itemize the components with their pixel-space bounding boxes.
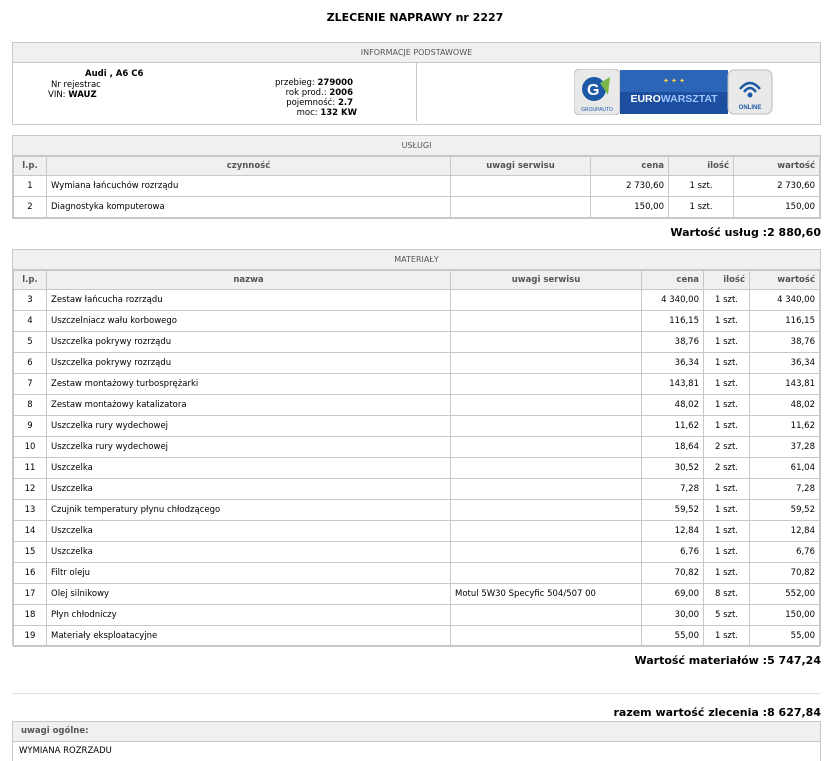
materials-total bbox=[635, 654, 822, 667]
euro-text: EURO bbox=[630, 93, 661, 105]
row-lp: 3 bbox=[14, 290, 47, 311]
row-price: 59,52 bbox=[642, 500, 704, 521]
row-name: Uszczelka bbox=[47, 542, 451, 563]
row-price: 12,84 bbox=[642, 521, 704, 542]
mileage-value: 279000 bbox=[317, 78, 353, 88]
row-lp: 18 bbox=[14, 605, 47, 626]
service-row bbox=[14, 176, 820, 197]
row-note bbox=[451, 500, 642, 521]
row-price: 2 730,60 bbox=[591, 176, 669, 197]
row-note bbox=[451, 542, 642, 563]
row-name: Filtr oleju bbox=[47, 563, 451, 584]
row-price: 150,00 bbox=[591, 197, 669, 218]
row-value: 48,02 bbox=[750, 395, 820, 416]
material-row bbox=[14, 416, 820, 437]
row-value: 552,00 bbox=[750, 584, 820, 605]
power-value: 132 KW bbox=[320, 108, 357, 118]
row-name: Zestaw montażowy katalizatora bbox=[47, 395, 451, 416]
row-qty: 1 szt. bbox=[704, 353, 750, 374]
row-note bbox=[451, 521, 642, 542]
row-note: Motul 5W30 Specyfic 504/507 00 bbox=[451, 584, 642, 605]
divider bbox=[12, 693, 821, 694]
col-qty: ilość bbox=[704, 271, 750, 290]
material-row bbox=[14, 626, 820, 647]
order-total-label: razem wartość zlecenia : bbox=[613, 706, 768, 719]
row-qty: 5 szt. bbox=[704, 605, 750, 626]
col-price: cena bbox=[591, 157, 669, 176]
row-value: 2 730,60 bbox=[734, 176, 820, 197]
row-price: 30,00 bbox=[642, 605, 704, 626]
row-price: 6,76 bbox=[642, 542, 704, 563]
row-name: Płyn chłodniczy bbox=[47, 605, 451, 626]
row-price: 36,34 bbox=[642, 353, 704, 374]
row-lp: 16 bbox=[14, 563, 47, 584]
row-lp: 19 bbox=[14, 626, 47, 647]
services-header: USŁUGI bbox=[13, 136, 820, 156]
svg-text:G: G bbox=[587, 82, 600, 99]
row-value: 11,62 bbox=[750, 416, 820, 437]
row-note bbox=[451, 197, 591, 218]
row-price: 18,64 bbox=[642, 437, 704, 458]
row-name: Uszczelka bbox=[47, 479, 451, 500]
groupauto-text: GROUPAUTO bbox=[581, 107, 613, 113]
row-note bbox=[451, 395, 642, 416]
notes-section bbox=[12, 721, 821, 761]
vehicle-info bbox=[13, 63, 417, 121]
row-value: 59,52 bbox=[750, 500, 820, 521]
col-value: wartość bbox=[734, 157, 820, 176]
row-qty: 2 szt. bbox=[704, 437, 750, 458]
materials-total-value: 5 747,24 bbox=[767, 654, 821, 667]
row-value: 150,00 bbox=[734, 197, 820, 218]
row-value: 36,34 bbox=[750, 353, 820, 374]
row-value: 70,82 bbox=[750, 563, 820, 584]
mileage-row bbox=[275, 78, 353, 88]
year-label: rok prod.: bbox=[285, 88, 327, 98]
year-value: 2006 bbox=[329, 88, 353, 98]
row-qty: 1 szt. bbox=[704, 500, 750, 521]
material-row bbox=[14, 374, 820, 395]
row-note bbox=[451, 290, 642, 311]
row-lp: 2 bbox=[14, 197, 47, 218]
row-value: 4 340,00 bbox=[750, 290, 820, 311]
eurowarsztat-text bbox=[630, 93, 718, 105]
row-qty: 1 szt. bbox=[704, 416, 750, 437]
services-table bbox=[13, 156, 820, 218]
materials-total-label: Wartość materiałów : bbox=[634, 654, 768, 667]
row-note bbox=[451, 353, 642, 374]
row-qty: 1 szt. bbox=[704, 311, 750, 332]
mileage-label: przebieg: bbox=[274, 78, 315, 88]
row-value: 37,28 bbox=[750, 437, 820, 458]
row-qty: 1 szt. bbox=[704, 332, 750, 353]
row-name: Uszczelka rury wydechowej bbox=[47, 416, 451, 437]
row-name: Olej silnikowy bbox=[47, 584, 451, 605]
services-total-value: 2 880,60 bbox=[767, 226, 821, 239]
row-qty: 1 szt. bbox=[704, 521, 750, 542]
row-name: Materiały eksploatacyjne bbox=[47, 626, 451, 647]
row-qty: 1 szt. bbox=[704, 626, 750, 647]
row-lp: 5 bbox=[14, 332, 47, 353]
row-lp: 4 bbox=[14, 311, 47, 332]
material-row bbox=[14, 500, 820, 521]
row-note bbox=[451, 176, 591, 197]
material-row bbox=[14, 353, 820, 374]
material-row bbox=[14, 605, 820, 626]
row-qty: 1 szt. bbox=[704, 479, 750, 500]
car-model: Audi , A6 C6 bbox=[85, 69, 144, 79]
service-row bbox=[14, 197, 820, 218]
material-row bbox=[14, 584, 820, 605]
services-section bbox=[12, 135, 821, 219]
services-total bbox=[670, 226, 821, 239]
row-lp: 14 bbox=[14, 521, 47, 542]
row-lp: 7 bbox=[14, 374, 47, 395]
capacity-row bbox=[286, 98, 353, 108]
svg-text:✦ ✦ ✦: ✦ ✦ ✦ bbox=[662, 77, 686, 85]
col-value: wartość bbox=[750, 271, 820, 290]
notes-label: uwagi ogólne: bbox=[13, 722, 820, 742]
row-name: Uszczelniacz wału korbowego bbox=[47, 311, 451, 332]
material-row bbox=[14, 437, 820, 458]
year-row bbox=[286, 88, 353, 98]
row-note bbox=[451, 458, 642, 479]
row-note bbox=[451, 563, 642, 584]
materials-section bbox=[12, 249, 821, 646]
row-lp: 9 bbox=[14, 416, 47, 437]
vin-label: VIN: bbox=[48, 90, 66, 100]
row-qty: 1 szt. bbox=[669, 197, 734, 218]
row-note bbox=[451, 626, 642, 647]
row-price: 4 340,00 bbox=[642, 290, 704, 311]
col-note: uwagi serwisu bbox=[451, 271, 642, 290]
row-name: Uszczelka bbox=[47, 521, 451, 542]
row-note bbox=[451, 416, 642, 437]
material-row bbox=[14, 521, 820, 542]
row-value: 55,00 bbox=[750, 626, 820, 647]
row-lp: 8 bbox=[14, 395, 47, 416]
material-row bbox=[14, 542, 820, 563]
page-title: ZLECENIE NAPRAWY nr 2227 bbox=[326, 11, 504, 24]
row-note bbox=[451, 374, 642, 395]
capacity-value: 2.7 bbox=[337, 98, 353, 108]
row-qty: 2 szt. bbox=[704, 458, 750, 479]
info-section bbox=[12, 42, 821, 125]
row-value: 61,04 bbox=[750, 458, 820, 479]
row-name: Zestaw montażowy turbosprężarki bbox=[47, 374, 451, 395]
row-name: Uszczelka rury wydechowej bbox=[47, 437, 451, 458]
warsztat-text: WARSZTAT bbox=[660, 93, 718, 105]
row-name: Uszczelka pokrywy rozrządu bbox=[47, 353, 451, 374]
row-price: 30,52 bbox=[642, 458, 704, 479]
row-name: Uszczelka bbox=[47, 458, 451, 479]
row-lp: 12 bbox=[14, 479, 47, 500]
vin-value: WAUZ bbox=[68, 90, 97, 100]
capacity-label: pojemność: bbox=[286, 98, 336, 108]
materials-table bbox=[13, 270, 820, 647]
col-price: cena bbox=[642, 271, 704, 290]
row-note bbox=[451, 311, 642, 332]
services-total-label: Wartość usług : bbox=[670, 226, 768, 239]
row-price: 38,76 bbox=[642, 332, 704, 353]
row-qty: 8 szt. bbox=[704, 584, 750, 605]
col-lp: l.p. bbox=[14, 157, 47, 176]
row-value: 6,76 bbox=[750, 542, 820, 563]
order-total bbox=[613, 706, 821, 719]
row-price: 48,02 bbox=[642, 395, 704, 416]
services-header-row bbox=[14, 157, 820, 176]
row-name: Zestaw łańcucha rozrządu bbox=[47, 290, 451, 311]
vin-row bbox=[48, 90, 97, 100]
row-qty: 1 szt. bbox=[669, 176, 734, 197]
online-text: ONLINE bbox=[738, 105, 762, 111]
row-lp: 15 bbox=[14, 542, 47, 563]
row-lp: 17 bbox=[14, 584, 47, 605]
row-value: 143,81 bbox=[750, 374, 820, 395]
col-qty: ilość bbox=[669, 157, 734, 176]
row-value: 116,15 bbox=[750, 311, 820, 332]
info-header: INFORMACJE PODSTAWOWE bbox=[13, 43, 820, 63]
row-value: 150,00 bbox=[750, 605, 820, 626]
row-value: 38,76 bbox=[750, 332, 820, 353]
row-name: Czujnik temperatury płynu chłodzącego bbox=[47, 500, 451, 521]
row-qty: 1 szt. bbox=[704, 374, 750, 395]
row-lp: 13 bbox=[14, 500, 47, 521]
material-row bbox=[14, 395, 820, 416]
material-row bbox=[14, 311, 820, 332]
row-name: Uszczelka pokrywy rozrządu bbox=[47, 332, 451, 353]
row-note bbox=[451, 437, 642, 458]
row-value: 12,84 bbox=[750, 521, 820, 542]
row-name: Diagnostyka komputerowa bbox=[47, 197, 451, 218]
material-row bbox=[14, 332, 820, 353]
col-name: nazwa bbox=[47, 271, 451, 290]
row-note bbox=[451, 605, 642, 626]
row-qty: 1 szt. bbox=[704, 395, 750, 416]
materials-header-row bbox=[14, 271, 820, 290]
material-row bbox=[14, 290, 820, 311]
registration-label: Nr rejestrac bbox=[51, 80, 101, 90]
row-price: 116,15 bbox=[642, 311, 704, 332]
notes-text: WYMIANA ROZRZADU bbox=[19, 746, 112, 756]
power-label: moc: bbox=[296, 108, 318, 118]
row-qty: 1 szt. bbox=[704, 563, 750, 584]
row-value: 7,28 bbox=[750, 479, 820, 500]
material-row bbox=[14, 563, 820, 584]
col-note: uwagi serwisu bbox=[451, 157, 591, 176]
order-total-value: 8 627,84 bbox=[767, 706, 821, 719]
row-qty: 1 szt. bbox=[704, 290, 750, 311]
row-lp: 10 bbox=[14, 437, 47, 458]
row-price: 69,00 bbox=[642, 584, 704, 605]
material-row bbox=[14, 458, 820, 479]
col-name: czynność bbox=[47, 157, 451, 176]
eurowarsztat-logo bbox=[574, 69, 774, 115]
row-price: 55,00 bbox=[642, 626, 704, 647]
row-price: 7,28 bbox=[642, 479, 704, 500]
power-row bbox=[297, 108, 357, 118]
row-note bbox=[451, 479, 642, 500]
row-lp: 6 bbox=[14, 353, 47, 374]
material-row bbox=[14, 479, 820, 500]
row-qty: 1 szt. bbox=[704, 542, 750, 563]
materials-header: MATERIAŁY bbox=[13, 250, 820, 270]
row-lp: 11 bbox=[14, 458, 47, 479]
row-price: 70,82 bbox=[642, 563, 704, 584]
row-note bbox=[451, 332, 642, 353]
row-lp: 1 bbox=[14, 176, 47, 197]
col-lp: l.p. bbox=[14, 271, 47, 290]
row-price: 11,62 bbox=[642, 416, 704, 437]
row-name: Wymiana łańcuchów rozrządu bbox=[47, 176, 451, 197]
row-price: 143,81 bbox=[642, 374, 704, 395]
logo-area bbox=[417, 63, 820, 121]
